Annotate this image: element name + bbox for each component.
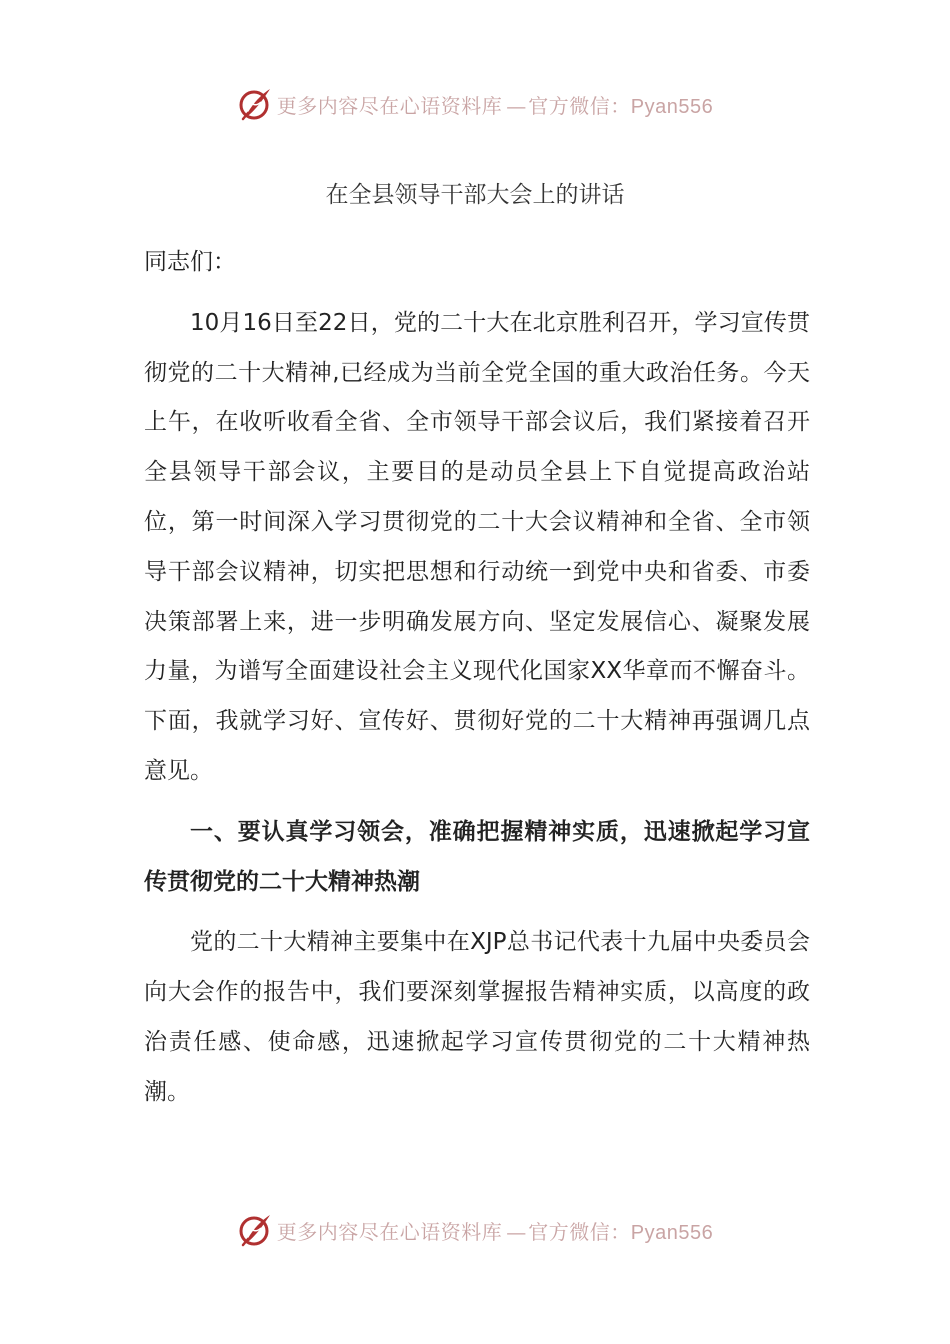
- salutation: 同志们：: [144, 249, 236, 275]
- header-watermark-banner: [0, 84, 950, 124]
- quill-seal-logo-icon: [237, 86, 273, 122]
- brand-text: 更多内容尽在心语资料库: [276, 1219, 503, 1244]
- wechat-id: Pyan556: [630, 95, 714, 118]
- quill-seal-logo-icon: [237, 1212, 273, 1248]
- wechat-label: 官方微信：: [528, 93, 631, 118]
- footer-watermark-banner: [0, 1210, 950, 1250]
- wechat-id: Pyan556: [630, 1221, 714, 1244]
- brand-text: 更多内容尽在心语资料库: [276, 93, 503, 118]
- separator: —: [506, 93, 525, 118]
- watermark-text: [277, 1216, 713, 1245]
- watermark-text: [277, 90, 713, 119]
- document-title: 在全县领导干部大会上的讲话: [325, 182, 625, 208]
- document-body: [144, 238, 810, 1118]
- wechat-label: 官方微信：: [528, 1219, 631, 1244]
- paragraph-2: 党的二十大精神主要集中在XJP总书记代表十九届中央委员会向大会作的报告中，我们要深刻掌握报告精神实质，以高度的政治责任感、使命感，迅速掀起学习宣传贯彻党的二十大精神热潮。: [144, 929, 810, 1105]
- separator: —: [506, 1219, 525, 1244]
- paragraph-1: 10月16日至22日，党的二十大在北京胜利召开，学习宣传贯彻党的二十大精神,已经成为当前全党全国的重大政治任务。今天上午，在收听收看全省、全市领导干部会议后，我们紧接着召开全县领导干部会议，主要目的是动员全县上下自觉提高政治站位，第一时间深入学习贯彻党的二十大会议精神和全省、全市领导干部会议精神，切实把思想和行动统一到党中央和省委、市委决策部署上来，进一步明确发展方向、坚定发展信心、凝聚发展力量，为谱写全面建设社会主义现代化国家XX华章而不懈奋斗。下面，我就学习好、宣传好、贯彻好党的二十大精神再强调几点意见。: [144, 309, 810, 784]
- section-heading-1: 一、要认真学习领会，准确把握精神实质，迅速掀起学习宣传贯彻党的二十大精神热潮: [144, 818, 810, 895]
